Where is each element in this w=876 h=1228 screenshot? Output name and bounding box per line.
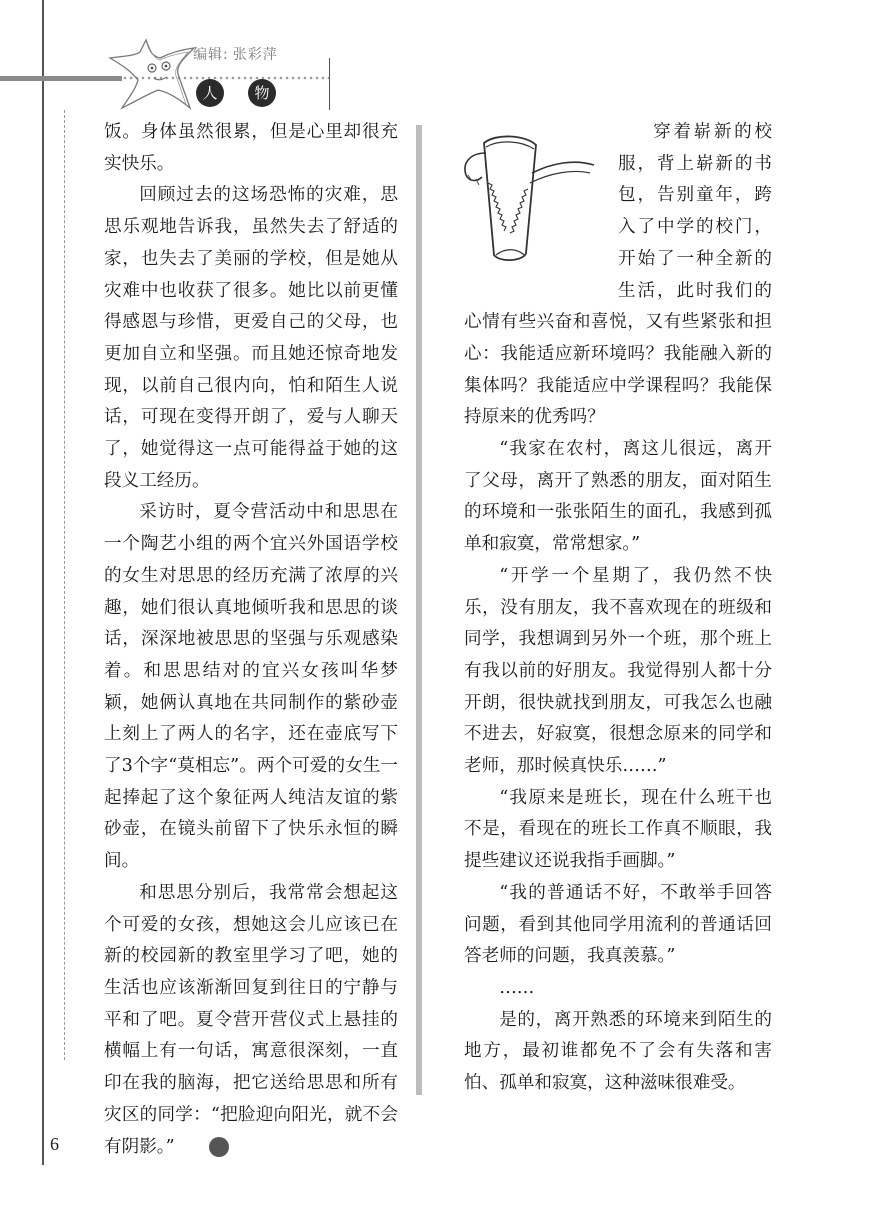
right-paragraph-1: 穿着崭新的校服，背上崭新的书包，告别童年，跨入了中学的校门，开始了一种全新的生活，此时我们的心情有些兴奋和喜悦，又有些紧张和担心：我能适应新环境吗？我能融入新的集体吗？我能适应中学课程吗？我能保持原来的优秀吗？ [464,122,772,428]
left-paragraph-4-text: 和思思分别后，我常常会想起这个可爱的女孩，想她这会儿应该已在新的校园新的教室里学习了吧，她的生活也应该渐渐回复到往日的宁静与平和了吧。夏令营开营仪式上悬挂的横幅上有一句话，寓意很深刻，一直印在我的脑海，把它送给思思和所有灾区的同学：“把脸迎向阳光，就不会有阴影。” [104,882,398,1157]
article-end-icon: ⊕ [209,1137,229,1157]
left-margin-rule [42,0,44,1165]
dashed-guide-rule [64,110,65,1060]
right-paragraph-4: “我原来是班长，现在什么班干也不是，看现在的班长工作真不顺眼，我提些建议还说我指手画脚。” [464,787,772,872]
right-paragraph-7: 是的，离开熟悉的环境来到陌生的地方，最初谁都免不了会有失落和害怕、孤单和寂寞，这种滋味很难受。 [464,1009,772,1094]
left-paragraph-2: 回顾过去的这场恐怖的灾难，思思乐观地告诉我，虽然失去了舒适的家，也失去了美丽的学校，但是她从灾难中也收获了很多。她比以前更懂得感恩与珍惜，更爱自己的父母，也更加自立和坚强。而且她还惊奇地发现，以前自己很内向，怕和陌生人说话，可现在变得开朗了，爱与人聊天了，她觉得这一点可能得益于她的这段义工经历。 [104,185,398,491]
left-column-text [104,117,398,1163]
header-bar [0,76,122,81]
left-paragraph-1: 饭。身体虽然很累，但是心里却很充实快乐。 [104,122,398,174]
right-ellipsis: …… [499,977,535,998]
editor-credit [193,44,278,64]
editor-label: 编辑: [193,47,229,63]
section-title [196,79,300,107]
right-column-text [464,117,772,1100]
section-char-2: 物 [248,79,276,107]
bag-illustration-icon [456,123,606,281]
right-paragraph-3: “开学一个星期了，我仍然不快乐，没有朋友，我不喜欢现在的班级和同学，我想调到另外一个班，那个班上有我以前的好朋友。我觉得别人都十分开朗，很快就找到朋友，可我怎么也融不进去，好寂寞，很想念原来的同学和老师，那时候真快乐……” [464,565,772,777]
left-paragraph-3: 采访时，夏令营活动中和思思在一个陶艺小组的两个宜兴外国语学校的女生对思思的经历充满了浓厚的兴趣，她们很认真地倾听我和思思的谈话，深深地被思思的坚强与乐观感染着。和思思结对的宜兴女孩叫华梦颖，她俩认真地在共同制作的紫砂壶上刻上了两人的名字，还在壶底写下了3个字“莫相忘”。两个可爱的女生一起捧起了这个象征两人纯洁友谊的紫砂壶，在镜头前留下了快乐永恒的瞬间。 [104,502,398,872]
page-number: 6 [50,1134,59,1154]
left-paragraph-4 [104,878,398,1163]
header-divider [329,58,330,110]
editor-name: 张彩萍 [232,47,278,63]
right-paragraph-2: “我家在农村，离这儿很远，离开了父母，离开了熟悉的朋友，面对陌生的环境和一张张陌生的面孔，我感到孤单和寂寞，常常想家。” [464,439,772,555]
right-paragraph-5: “我的普通话不好，不敢举手回答问题，看到其他同学用流利的普通话回答老师的问题，我真羡慕。” [464,882,772,967]
section-char-1: 人 [196,79,224,107]
column-divider [416,125,422,1095]
